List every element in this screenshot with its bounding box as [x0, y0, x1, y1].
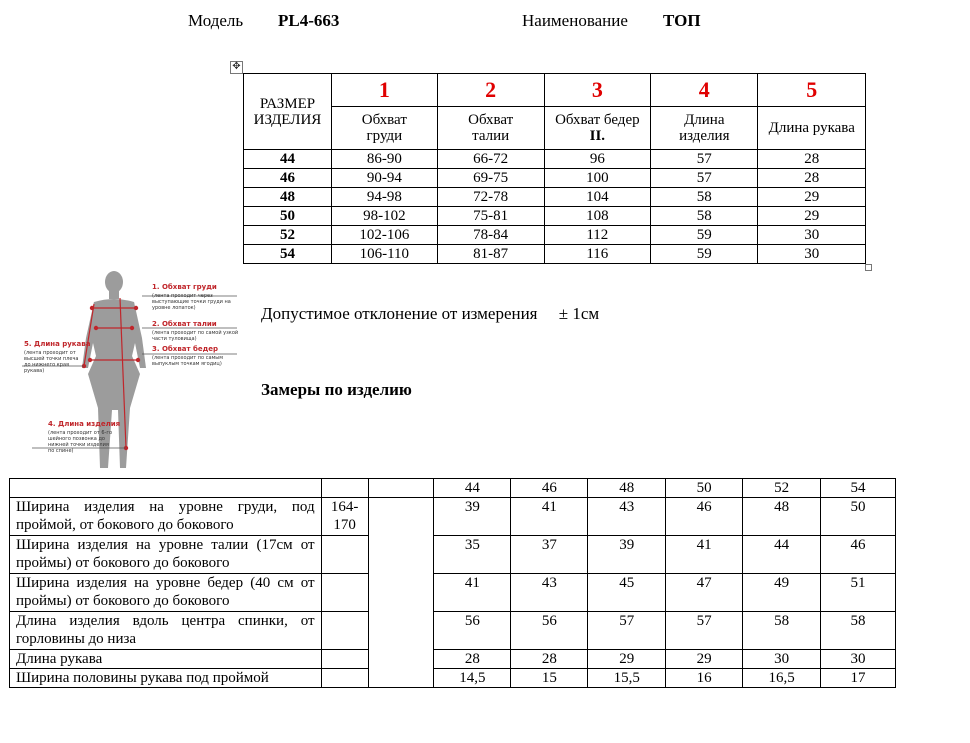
value-cell: 28: [758, 169, 866, 188]
value-cell: 58: [743, 612, 821, 650]
measurement-label: Ширина изделия на уровне бедер (40 см от проймы) от бокового до бокового: [10, 574, 322, 612]
value-cell: 15,5: [588, 669, 666, 688]
value-cell: 51: [821, 574, 896, 612]
value-cell: 41: [511, 498, 588, 536]
value-cell: 29: [758, 188, 866, 207]
column-label: Длина изделия: [651, 107, 758, 150]
size-header: РАЗМЕР ИЗДЕЛИЯ: [244, 74, 332, 150]
size-header-cell: 44: [434, 479, 511, 498]
column-label: Длина рукава: [758, 107, 866, 150]
value-cell: 56: [434, 612, 511, 650]
size-cell: 50: [244, 207, 332, 226]
name-value: ТОП: [663, 11, 701, 30]
size-header-cell: 50: [666, 479, 743, 498]
table-row: [10, 574, 896, 612]
size-cell: 52: [244, 226, 332, 245]
value-cell: 56: [511, 612, 588, 650]
value-cell: 57: [651, 169, 758, 188]
column-number: 3: [544, 74, 651, 107]
value-cell: 106-110: [331, 245, 437, 264]
value-cell: 57: [666, 612, 743, 650]
column-label: Обхват талии: [437, 107, 544, 150]
height-cell: 164-170: [321, 498, 368, 536]
value-cell: 112: [544, 226, 651, 245]
value-cell: 72-78: [437, 188, 544, 207]
table-row: [244, 188, 866, 207]
tolerance-line: [261, 304, 599, 324]
column-label-hips: [544, 107, 651, 150]
measurement-label: Длина рукава: [10, 650, 322, 669]
value-cell: 86-90: [331, 150, 437, 169]
value-cell: 102-106: [331, 226, 437, 245]
figure-label-note: (лента проходит от высшей точки плеча до нижнего края рукава): [24, 350, 79, 374]
value-cell: 59: [651, 245, 758, 264]
figure-label-title: 2. Обхват талии: [152, 320, 217, 328]
value-cell: 58: [651, 207, 758, 226]
value-cell: 48: [743, 498, 821, 536]
table-row: [244, 226, 866, 245]
model-value: PL4-663: [278, 11, 340, 30]
value-cell: 39: [588, 536, 666, 574]
figure-label-title: 5. Длина рукава: [24, 340, 91, 348]
size-table: [243, 73, 866, 264]
table-row: [10, 650, 896, 669]
value-cell: 108: [544, 207, 651, 226]
size-header-cell: 54: [821, 479, 896, 498]
value-cell: 30: [821, 650, 896, 669]
section-title: Замеры по изделию: [261, 380, 412, 399]
height-cell: [321, 574, 368, 612]
column-number: 4: [651, 74, 758, 107]
size-cell: 46: [244, 169, 332, 188]
height-cell: [321, 669, 368, 688]
table-resize-handle[interactable]: [865, 264, 872, 271]
measurement-label: Ширина изделия на уровне талии (17см от проймы) от бокового до бокового: [10, 536, 322, 574]
size-cell: 44: [244, 150, 332, 169]
measurement-table: [9, 478, 896, 688]
value-cell: 46: [666, 498, 743, 536]
table-row: [10, 498, 896, 536]
figure-label-note: (лента проходит от 6-го шейного позвонка до нижней точки изделия по спине): [48, 430, 113, 454]
table-row: [244, 245, 866, 264]
size-header-cell: 46: [511, 479, 588, 498]
value-cell: 46: [821, 536, 896, 574]
value-cell: 100: [544, 169, 651, 188]
value-cell: 50: [821, 498, 896, 536]
value-cell: 57: [651, 150, 758, 169]
value-cell: 78-84: [437, 226, 544, 245]
empty-header-cell: [10, 479, 322, 498]
table-row: [244, 207, 866, 226]
table-row: [10, 612, 896, 650]
value-cell: 57: [588, 612, 666, 650]
value-cell: 30: [758, 226, 866, 245]
value-cell: 41: [434, 574, 511, 612]
table-row: [10, 536, 896, 574]
value-cell: 116: [544, 245, 651, 264]
measurement-label: Ширина изделия на уровне груди, под проймой, от бокового до бокового: [10, 498, 322, 536]
size-header-cell: 48: [588, 479, 666, 498]
value-cell: 66-72: [437, 150, 544, 169]
value-cell: 39: [434, 498, 511, 536]
value-cell: 30: [758, 245, 866, 264]
size-cell: 54: [244, 245, 332, 264]
value-cell: 29: [666, 650, 743, 669]
value-cell: 35: [434, 536, 511, 574]
value-cell: 59: [651, 226, 758, 245]
table-row: [244, 150, 866, 169]
value-cell: 96: [544, 150, 651, 169]
value-cell: 29: [588, 650, 666, 669]
value-cell: 69-75: [437, 169, 544, 188]
tolerance-value: ± 1см: [558, 304, 600, 323]
figure-label-note: (лента проходит по самым выпуклым точкам ягодиц): [152, 355, 224, 367]
value-cell: 58: [651, 188, 758, 207]
figure-label-title: 1. Обхват груди: [152, 283, 217, 291]
table-row: [10, 669, 896, 688]
value-cell: 16: [666, 669, 743, 688]
height-cell: [321, 612, 368, 650]
empty-header-cell: [368, 479, 434, 498]
value-cell: 28: [511, 650, 588, 669]
value-cell: 16,5: [743, 669, 821, 688]
measurement-label: Длина изделия вдоль центра спинки, от горловины до низа: [10, 612, 322, 650]
figure-label-note: (лента проходит через выступающие точки груди на уровне лопаток): [152, 293, 231, 311]
height-cell: [321, 650, 368, 669]
blank-cell: [368, 498, 434, 688]
tolerance-text: Допустимое отклонение от измерения: [261, 304, 538, 323]
table-row: [244, 169, 866, 188]
value-cell: 41: [666, 536, 743, 574]
table-move-handle-icon[interactable]: ✥: [230, 61, 243, 74]
empty-header-cell: [321, 479, 368, 498]
column-number: 1: [331, 74, 437, 107]
column-number: 2: [437, 74, 544, 107]
column-number: 5: [758, 74, 866, 107]
value-cell: 98-102: [331, 207, 437, 226]
value-cell: 15: [511, 669, 588, 688]
value-cell: 45: [588, 574, 666, 612]
size-header-cell: 52: [743, 479, 821, 498]
value-cell: 43: [588, 498, 666, 536]
value-cell: 90-94: [331, 169, 437, 188]
value-cell: 37: [511, 536, 588, 574]
figure-label-title: 3. Обхват бедер: [152, 345, 219, 353]
value-cell: 28: [434, 650, 511, 669]
value-cell: 104: [544, 188, 651, 207]
size-cell: 48: [244, 188, 332, 207]
value-cell: 43: [511, 574, 588, 612]
value-cell: 49: [743, 574, 821, 612]
value-cell: 47: [666, 574, 743, 612]
figure-label-note: (лента проходит по самой узкой части туловища): [152, 330, 239, 342]
model-label: Модель: [188, 11, 244, 30]
value-cell: 75-81: [437, 207, 544, 226]
name-label: Наименование: [522, 11, 628, 30]
value-cell: 81-87: [437, 245, 544, 264]
value-cell: 17: [821, 669, 896, 688]
value-cell: 58: [821, 612, 896, 650]
value-cell: 30: [743, 650, 821, 669]
value-cell: 44: [743, 536, 821, 574]
column-label: Обхват бедер: [555, 112, 640, 128]
table-header-row: [10, 479, 896, 498]
column-label: Обхват груди: [331, 107, 437, 150]
height-cell: [321, 536, 368, 574]
value-cell: 28: [758, 150, 866, 169]
column-label-suffix: II.: [589, 128, 606, 144]
value-cell: 94-98: [331, 188, 437, 207]
value-cell: 14,5: [434, 669, 511, 688]
measurement-label: Ширина половины рукава под проймой: [10, 669, 322, 688]
figure-label-title: 4. Длина изделия: [48, 420, 121, 428]
value-cell: 29: [758, 207, 866, 226]
